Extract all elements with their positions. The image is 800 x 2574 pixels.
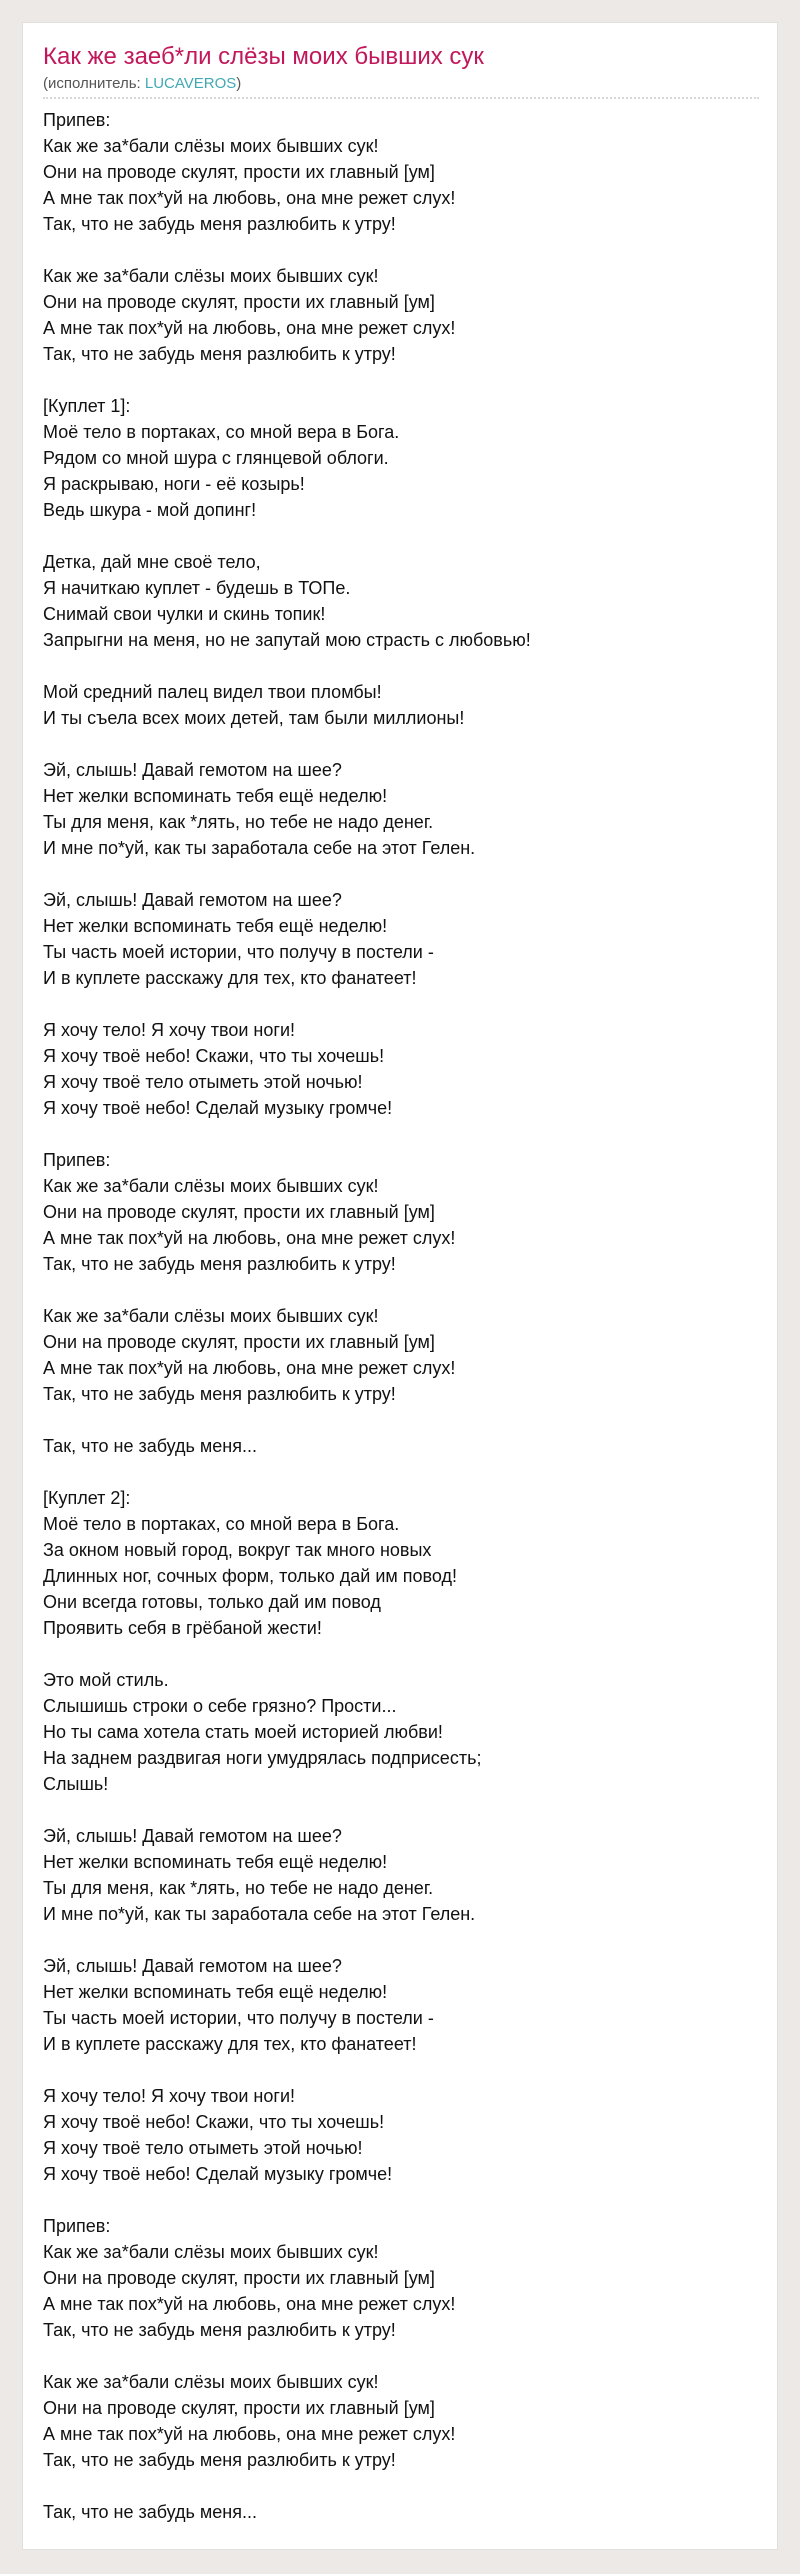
lyric-line: Длинных ног, сочных форм, только дай им повод!	[43, 1566, 458, 1586]
lyric-line: Эй, слышь! Давай гемотом на шее?	[43, 760, 342, 780]
lyric-line: Так, что не забудь меня разлюбить к утру!	[43, 2320, 396, 2340]
lyric-line: Припев:	[43, 1150, 111, 1170]
stanza-gap	[43, 991, 759, 1017]
lyric-line: Ты для меня, как *лять, но тебе не надо денег.	[43, 812, 434, 832]
lyric-line: Так, что не забудь меня...	[43, 2502, 257, 2522]
lyric-line: Ты часть моей истории, что получу в постели -	[43, 942, 434, 962]
lyric-line: Нет желки вспоминать тебя ещё неделю!	[43, 916, 388, 936]
lyric-line: Ты для меня, как *лять, но тебе не надо денег.	[43, 1878, 434, 1898]
lyric-line: Припев:	[43, 2216, 111, 2236]
lyric-line: Мой средний палец видел твои пломбы!	[43, 682, 382, 702]
song-header	[43, 41, 759, 99]
lyric-line: Моё тело в портаках, со мной вера в Бога.	[43, 1514, 400, 1534]
lyric-line: А мне так пох*уй на любовь, она мне режет слух!	[43, 318, 456, 338]
lyric-line: Так, что не забудь меня разлюбить к утру!	[43, 344, 396, 364]
lyric-line: Детка, дай мне своё тело,	[43, 552, 261, 572]
lyric-line: Я хочу твоё небо! Скажи, что ты хочешь!	[43, 1046, 385, 1066]
artist-link[interactable]: LUCAVEROS	[144, 75, 237, 92]
lyric-line: И в куплете расскажу для тех, кто фанатеет!	[43, 2034, 417, 2054]
lyric-line: Слышь!	[43, 1774, 109, 1794]
stanza-gap	[43, 2473, 759, 2499]
lyric-line: Я хочу твоё тело отыметь этой ночью!	[43, 1072, 363, 1092]
lyric-line: Нет желки вспоминать тебя ещё неделю!	[43, 1982, 388, 2002]
stanza-gap	[43, 1277, 759, 1303]
lyric-line: Снимай свои чулки и скинь топик!	[43, 604, 326, 624]
lyric-line: Моё тело в портаках, со мной вера в Бога.	[43, 422, 400, 442]
lyric-line: Я хочу тело! Я хочу твои ноги!	[43, 1020, 295, 1040]
lyric-line: Как же за*бали слёзы моих бывших сук!	[43, 1306, 379, 1326]
lyric-line: Так, что не забудь меня разлюбить к утру!	[43, 1384, 396, 1404]
artist-suffix: )	[236, 75, 242, 92]
lyric-line: А мне так пох*уй на любовь, она мне режет слух!	[43, 1228, 456, 1248]
stanza-gap	[43, 653, 759, 679]
artist-line	[43, 75, 241, 93]
lyric-line: Как же за*бали слёзы моих бывших сук!	[43, 266, 379, 286]
lyric-line: Так, что не забудь меня разлюбить к утру!	[43, 2450, 396, 2470]
lyric-line: Эй, слышь! Давай гемотом на шее?	[43, 1956, 342, 1976]
lyric-line: Эй, слышь! Давай гемотом на шее?	[43, 890, 342, 910]
stanza-gap	[43, 861, 759, 887]
lyric-line: Нет желки вспоминать тебя ещё неделю!	[43, 786, 388, 806]
artist-prefix: (исполнитель:	[43, 75, 145, 92]
lyric-line: За окном новый город, вокруг так много новых	[43, 1540, 432, 1560]
lyric-line: А мне так пох*уй на любовь, она мне режет слух!	[43, 2424, 456, 2444]
stanza-gap	[43, 2343, 759, 2369]
lyric-line: А мне так пох*уй на любовь, она мне режет слух!	[43, 188, 456, 208]
stanza-gap	[43, 237, 759, 263]
lyric-line: Я хочу твоё небо! Сделай музыку громче!	[43, 1098, 393, 1118]
lyric-line: Запрыгни на меня, но не запутай мою страсть с любовью!	[43, 630, 531, 650]
lyric-line: Нет желки вспоминать тебя ещё неделю!	[43, 1852, 388, 1872]
stanza-gap	[43, 1121, 759, 1147]
lyric-line: Так, что не забудь меня...	[43, 1436, 257, 1456]
lyric-line: А мне так пох*уй на любовь, она мне режет слух!	[43, 2294, 456, 2314]
lyric-line: Ведь шкура - мой допинг!	[43, 500, 257, 520]
lyric-line: Так, что не забудь меня разлюбить к утру!	[43, 214, 396, 234]
lyric-line: Я хочу твоё небо! Скажи, что ты хочешь!	[43, 2112, 385, 2132]
lyric-line: Они всегда готовы, только дай им повод	[43, 1592, 381, 1612]
lyric-line: И ты съела всех моих детей, там были миллионы!	[43, 708, 465, 728]
lyric-line: Но ты сама хотела стать моей историей любви!	[43, 1722, 443, 1742]
lyric-line: На заднем раздвигая ноги умудрялась подприсесть;	[43, 1748, 482, 1768]
stanza-gap	[43, 731, 759, 757]
lyric-line: Ты часть моей истории, что получу в постели -	[43, 2008, 434, 2028]
stanza-gap	[43, 2187, 759, 2213]
stanza-gap	[43, 1927, 759, 1953]
lyric-line: Я начиткаю куплет - будешь в ТОПе.	[43, 578, 351, 598]
lyric-line: И мне по*уй, как ты заработала себе на этот Гелен.	[43, 838, 476, 858]
lyric-line: Это мой стиль.	[43, 1670, 169, 1690]
lyric-line: Припев:	[43, 110, 111, 130]
lyrics-body	[43, 107, 759, 2525]
stanza-gap	[43, 523, 759, 549]
lyric-line: Они на проводе скулят, прости их главный [ум]	[43, 2268, 435, 2288]
lyric-line: И в куплете расскажу для тех, кто фанатеет!	[43, 968, 417, 988]
lyric-line: А мне так пох*уй на любовь, она мне режет слух!	[43, 1358, 456, 1378]
lyric-line: Я раскрываю, ноги - её козырь!	[43, 474, 305, 494]
stanza-gap	[43, 1641, 759, 1667]
lyric-line: Как же за*бали слёзы моих бывших сук!	[43, 2242, 379, 2262]
lyric-line: Я хочу тело! Я хочу твои ноги!	[43, 2086, 295, 2106]
stanza-gap	[43, 367, 759, 393]
stanza-gap	[43, 1459, 759, 1485]
lyric-line: [Куплет 1]:	[43, 396, 131, 416]
lyric-line: Рядом со мной шура с глянцевой облоги.	[43, 448, 389, 468]
lyric-line: Как же за*бали слёзы моих бывших сук!	[43, 1176, 379, 1196]
lyric-line: Как же за*бали слёзы моих бывших сук!	[43, 2372, 379, 2392]
stanza-gap	[43, 2057, 759, 2083]
lyric-line: Эй, слышь! Давай гемотом на шее?	[43, 1826, 342, 1846]
lyric-line: Они на проводе скулят, прости их главный [ум]	[43, 162, 435, 182]
lyric-line: Они на проводе скулят, прости их главный [ум]	[43, 2398, 435, 2418]
lyric-line: Так, что не забудь меня разлюбить к утру!	[43, 1254, 396, 1274]
lyric-line: [Куплет 2]:	[43, 1488, 131, 1508]
stanza-gap	[43, 1407, 759, 1433]
lyric-line: Как же за*бали слёзы моих бывших сук!	[43, 136, 379, 156]
lyric-line: Они на проводе скулят, прости их главный [ум]	[43, 292, 435, 312]
song-title: Как же заеб*ли слёзы моих бывших сук	[43, 43, 484, 70]
lyric-line: И мне по*уй, как ты заработала себе на этот Гелен.	[43, 1904, 476, 1924]
lyric-line: Я хочу твоё небо! Сделай музыку громче!	[43, 2164, 393, 2184]
stanza-gap	[43, 1797, 759, 1823]
lyric-line: Слышишь строки о себе грязно? Прости...	[43, 1696, 397, 1716]
lyric-line: Я хочу твоё тело отыметь этой ночью!	[43, 2138, 363, 2158]
lyrics-card	[22, 22, 778, 2550]
lyric-line: Они на проводе скулят, прости их главный [ум]	[43, 1332, 435, 1352]
lyric-line: Проявить себя в грёбаной жести!	[43, 1618, 322, 1638]
lyric-line: Они на проводе скулят, прости их главный [ум]	[43, 1202, 435, 1222]
